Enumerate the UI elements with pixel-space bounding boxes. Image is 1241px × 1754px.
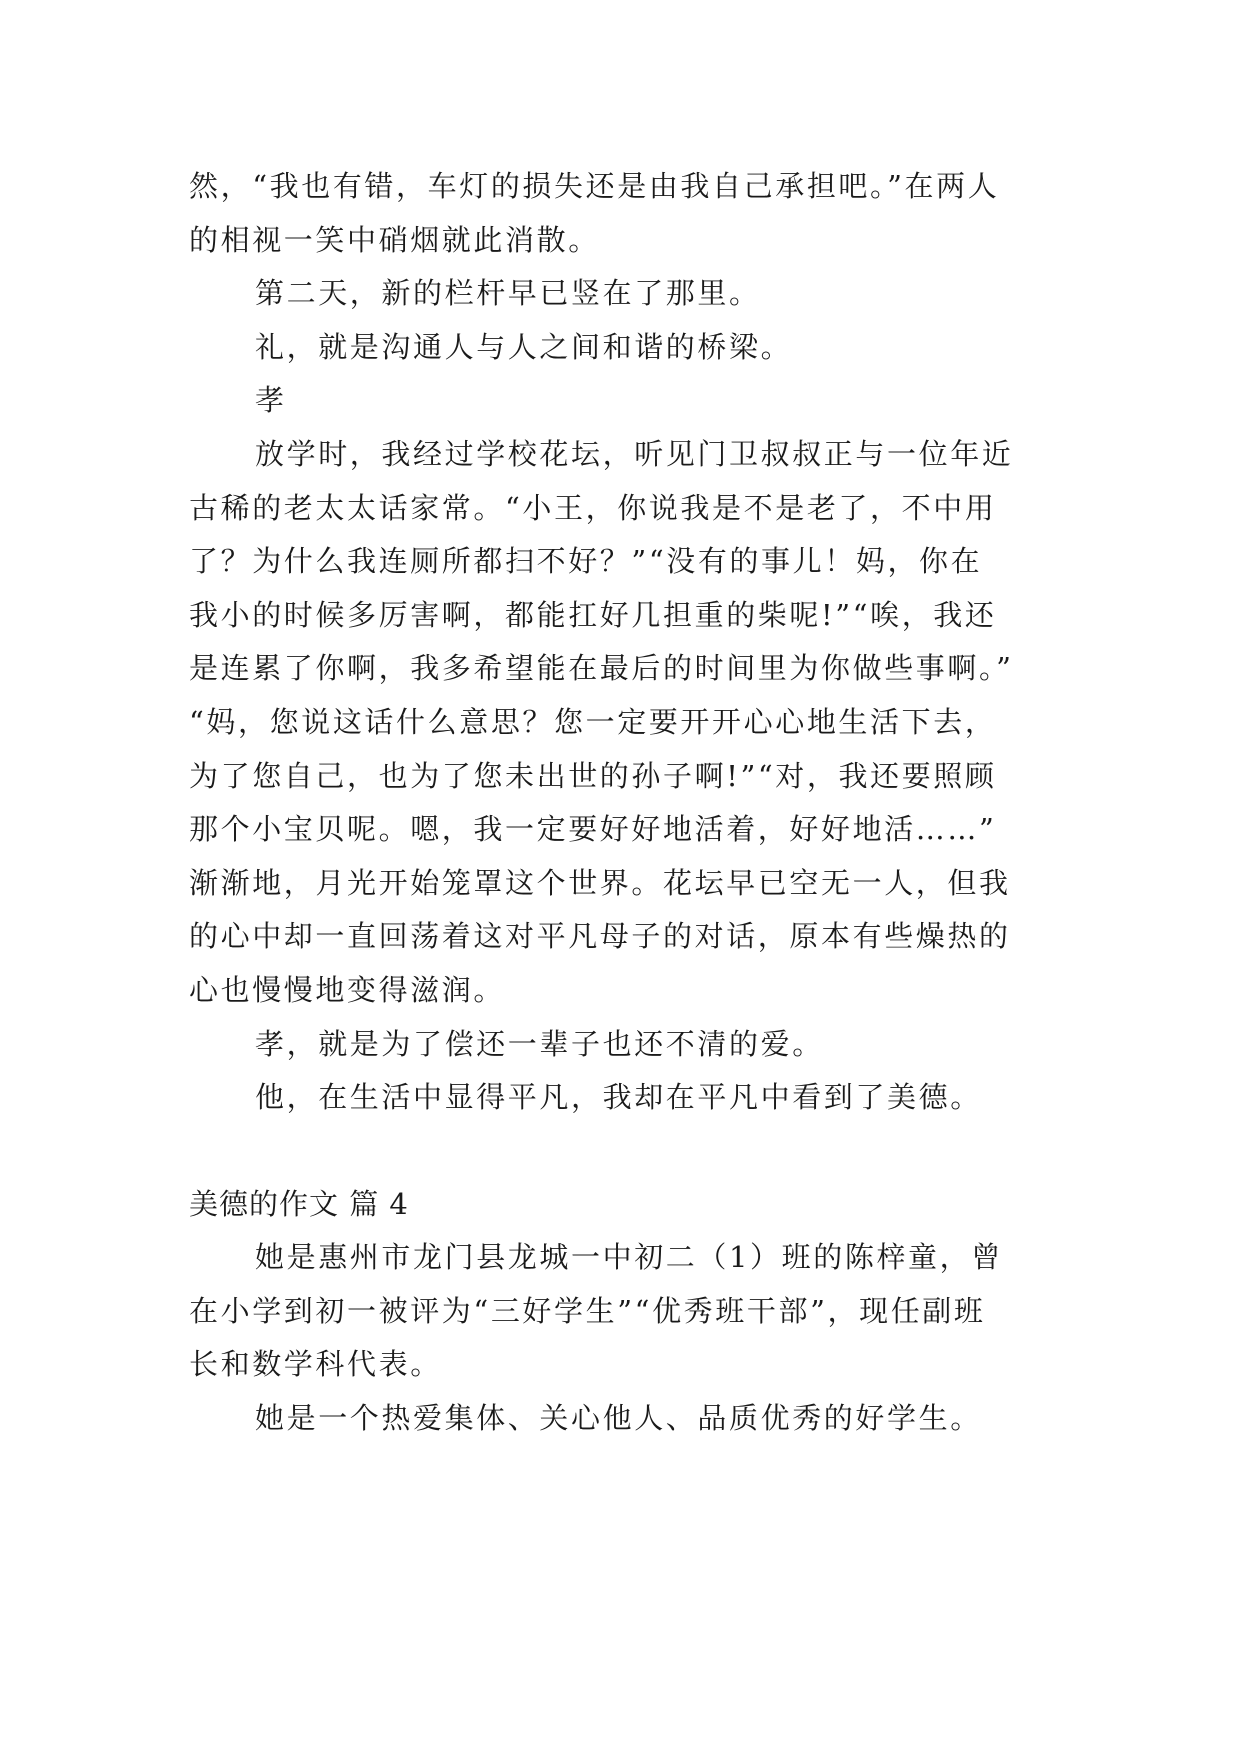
text-line: 我小的时候多厉害啊，都能扛好几担重的柴呢!”“唉，我还	[189, 597, 997, 632]
text-line: 长和数学科代表。	[189, 1347, 442, 1382]
text-line: 心也慢慢地变得滋润。	[189, 972, 506, 1007]
text-line: 放学时，我经过学校花坛，听见门卫叔叔正与一位年近	[255, 436, 1014, 471]
paragraph-next-day: 第二天，新的栏杆早已竖在了那里。	[255, 276, 761, 311]
section-heading: 美德的作文 篇 4	[189, 1186, 409, 1221]
section-spacer	[189, 1125, 1059, 1178]
text-line: 那个小宝贝呢。嗯，我一定要好好地活着，好好地活……”	[189, 812, 997, 847]
text-line: 了？为什么我连厕所都扫不好？”“没有的事儿！妈，你在	[189, 544, 983, 579]
text-line: 是连累了你啊，我多希望能在最后的时间里为你做些事啊。”	[189, 651, 1014, 686]
text-line: 的相视一笑中硝烟就此消散。	[189, 222, 600, 257]
paragraph-conclusion: 他，在生活中显得平凡，我却在平凡中看到了美德。	[255, 1080, 982, 1115]
text-line: 然，“我也有错，车灯的损失还是由我自己承担吧。”在两人	[189, 169, 1000, 203]
text-line: 为了您自己，也为了您未出世的孙子啊!”“对，我还要照顾	[189, 758, 997, 793]
paragraph-xiao-summary: 孝，就是为了偿还一辈子也还不清的爱。	[255, 1026, 824, 1061]
text-line: 她是惠州市龙门县龙城一中初二（1）班的陈梓童，曾	[255, 1240, 1003, 1275]
text-line: 在小学到初一被评为“三好学生”“优秀班干部”，现任副班	[189, 1293, 986, 1328]
paragraph-story-ending	[189, 160, 1059, 267]
paragraph-xiao-story	[189, 428, 1059, 1018]
document-body	[189, 160, 1059, 1446]
paragraph-li-summary: 礼，就是沟通人与人之间和谐的桥梁。	[255, 329, 793, 364]
text-line: “妈，您说这话什么意思？您一定要开开心心地生活下去，	[189, 704, 997, 739]
text-line: 的心中却一直回荡着这对平凡母子的对话，原本有些燥热的	[189, 919, 1011, 954]
subtitle-xiao: 孝	[255, 383, 287, 418]
paragraph-intro	[189, 1231, 1059, 1392]
text-line: 渐渐地，月光开始笼罩这个世界。花坛早已空无一人，但我	[189, 865, 1011, 900]
text-line: 古稀的老太太话家常。“小王，你说我是不是老了，不中用	[189, 490, 997, 525]
paragraph-last: 她是一个热爱集体、关心他人、品质优秀的好学生。	[255, 1401, 982, 1436]
